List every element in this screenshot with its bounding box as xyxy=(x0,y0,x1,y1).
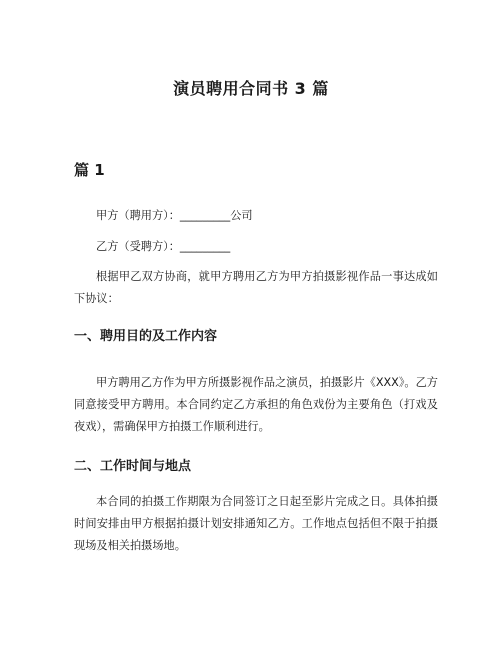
part-heading: 篇 1 xyxy=(74,161,105,179)
intro-paragraph: 根据甲乙双方协商，就甲方聘用乙方为甲方拍摄影视作品一事达成如下协议： xyxy=(74,270,438,305)
section-heading-2: 二、工作时间与地点 xyxy=(74,459,192,474)
section-body-2: 本合同的拍摄工作期限为合同签订之日起至影片完成之日。具体拍摄时间安排由甲方根据拍摄计划安排通知乙方。工作地点包括但不限于拍摄现场及相关拍摄场地。 xyxy=(74,495,438,552)
section-heading-1: 一、聘用目的及工作内容 xyxy=(74,329,218,344)
section-body-1: 甲方聘用乙方作为甲方所摄影视作品之演员，拍摄影片《XXX》。乙方同意接受甲方聘用。本合同约定乙方承担的角色戏份为主要角色（打戏及夜戏），需确保甲方拍摄工作顺利进行。 xyxy=(74,376,438,433)
party-b-line: 乙方（受聘方）：_________ xyxy=(96,240,231,253)
document-title: 演员聘用合同书 3 篇 xyxy=(173,79,329,98)
party-a-line: 甲方（聘用方）：_________公司 xyxy=(96,209,253,222)
